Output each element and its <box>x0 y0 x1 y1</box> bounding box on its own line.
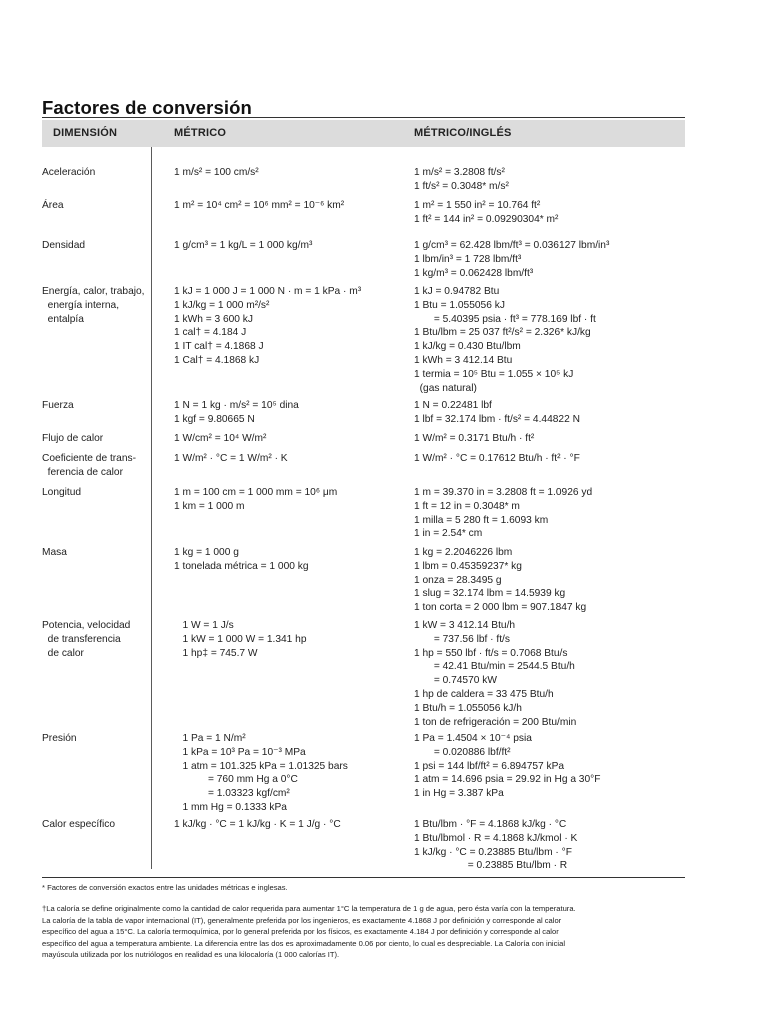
english-cell-line: = 5.40395 psia · ft³ = 778.169 lbf · ft <box>414 313 596 325</box>
english-cell-line: 1 lbm = 0.45359237* kg <box>414 560 522 572</box>
dimension-cell-line: Área <box>42 200 64 211</box>
footnote-line: †La caloría se define originalmente como la cantidad de calor requerida para aumentar 1°C la temperatura de 1 g de agua, pero ésta varía con la temperatura. <box>42 904 576 913</box>
english-cell-line: = 0.23885 Btu/lbm · R <box>414 860 568 872</box>
english-cell-line: 1 Btu/lbm · °F = 4.1868 kJ/kg · °C <box>414 819 567 830</box>
english-cell-line: 1 kW = 3 412.14 Btu/h <box>414 620 516 631</box>
english-cell <box>414 399 694 427</box>
dimension-cell <box>42 818 150 832</box>
metric-cell-line: 1 kJ/kg · °C = 1 kJ/kg · K = 1 J/g · °C <box>174 819 341 830</box>
dimension-cell-line: Potencia, velocidad <box>42 620 131 631</box>
english-cell-line: 1 ft² = 144 in² = 0.09290304* m² <box>414 213 559 225</box>
metric-cell <box>174 452 384 466</box>
metric-cell-line: = 760 mm Hg a 0°C <box>174 774 298 786</box>
english-cell-line: 1 onza = 28.3495 g <box>414 574 502 586</box>
table-header-band <box>42 120 685 147</box>
metric-cell-line: 1 tonelada métrica = 1 000 kg <box>174 560 309 572</box>
dimension-cell <box>42 732 150 746</box>
english-cell-line: 1 kg/m³ = 0.062428 lbm/ft³ <box>414 267 534 279</box>
english-cell <box>414 732 694 801</box>
footnote-line: específico del agua a 15°C. La caloría termoquímica, por lo general preferida por los físicos, es exactamente 4.184 J por definición y corresponde al calor <box>42 927 559 937</box>
english-cell <box>414 199 694 227</box>
metric-cell <box>174 285 384 368</box>
english-cell-line: 1 kJ = 0.94782 Btu <box>414 286 500 297</box>
dimension-cell <box>42 546 150 560</box>
english-cell-line: 1 m/s² = 3.2808 ft/s² <box>414 167 505 178</box>
dimension-cell <box>42 432 150 446</box>
metric-cell-line: 1 Pa = 1 N/m² <box>174 733 246 744</box>
english-cell <box>414 452 694 466</box>
english-cell-line: 1 in = 2.54* cm <box>414 528 483 540</box>
metric-cell-line: 1 Cal† = 4.1868 kJ <box>174 354 260 366</box>
english-cell-line: 1 Btu/h = 1.055056 kJ/h <box>414 702 522 714</box>
metric-cell <box>174 486 384 514</box>
footnote-rule <box>42 877 685 878</box>
metric-cell-line: 1 kJ = 1 000 J = 1 000 N · m = 1 kPa · m³ <box>174 286 362 297</box>
english-cell-line: 1 kJ/kg · °C = 0.23885 Btu/lbm · °F <box>414 846 572 858</box>
english-cell-line: 1 hp de caldera = 33 475 Btu/h <box>414 688 554 700</box>
english-cell-line: 1 lbm/in³ = 1 728 lbm/ft³ <box>414 253 522 265</box>
metric-cell <box>174 432 384 446</box>
english-cell-line: 1 ton corta = 2 000 lbm = 907.1847 kg <box>414 602 587 614</box>
english-cell <box>414 546 694 615</box>
dimension-cell-line: Fuerza <box>42 400 74 411</box>
metric-cell-line: 1 W/m² · °C = 1 W/m² · K <box>174 453 288 464</box>
page-title: Factores de conversión <box>42 97 252 118</box>
metric-cell <box>174 546 384 574</box>
dimension-cell <box>42 619 150 660</box>
metric-cell-line: 1 kPa = 10³ Pa = 10⁻³ MPa <box>174 746 306 758</box>
dimension-cell-line: de transferencia <box>42 633 121 645</box>
metric-cell-line: 1 kgf = 9.80665 N <box>174 413 255 425</box>
english-cell-line: 1 psi = 144 lbf/ft² = 6.894757 kPa <box>414 760 565 772</box>
dimension-cell <box>42 166 150 180</box>
english-cell <box>414 619 694 729</box>
metric-cell-line: 1 W = 1 J/s <box>174 620 234 631</box>
english-cell-line: = 0.74570 kW <box>414 675 497 687</box>
english-cell-line: 1 lbf = 32.174 lbm · ft/s² = 4.44822 N <box>414 413 580 425</box>
dimension-cell <box>42 452 150 480</box>
english-cell-line: 1 atm = 14.696 psia = 29.92 in Hg a 30°F <box>414 774 601 786</box>
dimension-cell-line: Aceleración <box>42 167 96 178</box>
metric-cell <box>174 166 384 180</box>
metric-cell <box>174 732 384 815</box>
english-cell-line: 1 W/m² · °C = 0.17612 Btu/h · ft² · °F <box>414 453 580 464</box>
metric-cell-line: 1 kJ/kg = 1 000 m²/s² <box>174 299 270 311</box>
english-cell-line: 1 milla = 5 280 ft = 1.6093 km <box>414 514 549 526</box>
english-cell-line: 1 kJ/kg = 0.430 Btu/lbm <box>414 341 521 353</box>
english-cell-line: = 0.020886 lbf/ft² <box>414 746 511 758</box>
english-cell-line: 1 kWh = 3 412.14 Btu <box>414 354 513 366</box>
metric-cell-line: 1 cal† = 4.184 J <box>174 327 247 339</box>
header-metric-english: MÉTRICO/INGLÉS <box>414 127 512 139</box>
english-cell-line: 1 termia = 10⁵ Btu = 1.055 × 10⁵ kJ <box>414 368 574 380</box>
dimension-cell-line: energía interna, <box>42 299 120 311</box>
title-rule <box>42 117 685 118</box>
dimension-cell-line: ferencia de calor <box>42 466 123 478</box>
metric-cell-line: 1 atm = 101.325 kPa = 1.01325 bars <box>174 760 348 772</box>
english-cell-line: 1 m² = 1 550 in² = 10.764 ft² <box>414 200 541 211</box>
english-cell-line: 1 ft/s² = 0.3048* m/s² <box>414 180 509 192</box>
english-cell-line: 1 in Hg = 3.387 kPa <box>414 788 504 800</box>
dimension-cell-line: entalpía <box>42 313 84 325</box>
dimension-cell-line: Presión <box>42 733 77 744</box>
metric-cell-line: 1 m/s² = 100 cm/s² <box>174 167 259 178</box>
metric-cell-line: 1 kWh = 3 600 kJ <box>174 313 253 325</box>
metric-cell-line: 1 km = 1 000 m <box>174 500 245 512</box>
metric-cell <box>174 199 384 213</box>
column-divider <box>151 147 152 869</box>
header-dimension: DIMENSIÓN <box>53 127 118 139</box>
english-cell-line: 1 ton de refrigeración = 200 Btu/min <box>414 716 577 728</box>
english-cell <box>414 432 694 446</box>
dimension-cell <box>42 199 150 213</box>
metric-cell-line: 1 N = 1 kg · m/s² = 10⁵ dina <box>174 400 299 411</box>
english-cell-line: 1 Btu = 1.055056 kJ <box>414 299 505 311</box>
english-cell-line: 1 N = 0.22481 lbf <box>414 400 492 411</box>
metric-cell-line: 1 IT cal† = 4.1868 J <box>174 341 264 353</box>
english-cell-line: = 737.56 lbf · ft/s <box>414 633 510 645</box>
metric-cell-line: 1 kW = 1 000 W = 1.341 hp <box>174 633 307 645</box>
dimension-cell-line: Energía, calor, trabajo, <box>42 286 145 297</box>
english-cell-line: 1 W/m² = 0.3171 Btu/h · ft² <box>414 433 535 444</box>
dimension-cell-line: Masa <box>42 547 67 558</box>
dimension-cell <box>42 486 150 500</box>
dimension-cell-line: Longitud <box>42 487 82 498</box>
dimension-cell <box>42 239 150 253</box>
footnote-exact <box>42 882 682 894</box>
footnote-line: específico del agua a temperatura ambiente. La diferencia entre las dos es aproximadamente 0.06 por ciento, lo cual es despreciable. La Caloría con inicial <box>42 938 566 948</box>
english-cell-line: 1 Pa = 1.4504 × 10⁻⁴ psia <box>414 733 532 744</box>
english-cell-line: 1 g/cm³ = 62.428 lbm/ft³ = 0.036127 lbm/in³ <box>414 240 610 251</box>
english-cell <box>414 486 694 541</box>
english-cell-line: (gas natural) <box>414 382 477 394</box>
english-cell-line: 1 kg = 2.2046226 lbm <box>414 547 513 558</box>
english-cell-line: 1 Btu/lbm = 25 037 ft²/s² = 2.326* kJ/kg <box>414 327 591 339</box>
metric-cell <box>174 239 384 253</box>
metric-cell-line: 1 m = 100 cm = 1 000 mm = 10⁶ μm <box>174 487 338 498</box>
metric-cell-line: 1 W/cm² = 10⁴ W/m² <box>174 433 267 444</box>
english-cell-line: 1 m = 39.370 in = 3.2808 ft = 1.0926 yd <box>414 487 593 498</box>
metric-cell-line: 1 hp‡ = 745.7 W <box>174 647 258 659</box>
dimension-cell-line: Calor específico <box>42 819 116 830</box>
dimension-cell-line: Coeficiente de trans- <box>42 453 137 464</box>
english-cell <box>414 166 694 194</box>
metric-cell-line: = 1.03323 kgf/cm² <box>174 788 290 800</box>
english-cell-line: 1 hp = 550 lbf · ft/s = 0.7068 Btu/s <box>414 647 568 659</box>
footnote-line: * Factores de conversión exactos entre las unidades métricas e inglesas. <box>42 883 288 892</box>
metric-cell <box>174 818 384 832</box>
english-cell <box>414 239 694 280</box>
dimension-cell-line: Densidad <box>42 240 86 251</box>
metric-cell <box>174 619 384 660</box>
metric-cell-line: 1 kg = 1 000 g <box>174 547 239 558</box>
footnote-calorie <box>42 903 682 961</box>
metric-cell-line: 1 m² = 10⁴ cm² = 10⁶ mm² = 10⁻⁶ km² <box>174 200 345 211</box>
english-cell-line: = 42.41 Btu/min = 2544.5 Btu/h <box>414 661 575 673</box>
english-cell <box>414 818 694 873</box>
metric-cell-line: 1 g/cm³ = 1 kg/L = 1 000 kg/m³ <box>174 240 313 251</box>
footnote-line: mayúscula utilizada por los nutriólogos en realidad es una kilocaloría (1 000 calorías IT). <box>42 950 340 960</box>
metric-cell <box>174 399 384 427</box>
dimension-cell-line: Flujo de calor <box>42 433 104 444</box>
dimension-cell-line: de calor <box>42 647 84 659</box>
header-metric: MÉTRICO <box>174 127 227 139</box>
english-cell <box>414 285 694 395</box>
english-cell-line: 1 Btu/lbmol · R = 4.1868 kJ/kmol · K <box>414 832 578 844</box>
dimension-cell <box>42 399 150 413</box>
dimension-cell <box>42 285 150 326</box>
footnote-line: La caloría de la tabla de vapor internacional (IT), generalmente preferida por los ingenieros, es exactamente 4.1868 J por definición y corresponde al calor <box>42 915 562 925</box>
english-cell-line: 1 slug = 32.174 lbm = 14.5939 kg <box>414 588 566 600</box>
english-cell-line: 1 ft = 12 in = 0.3048* m <box>414 500 520 512</box>
metric-cell-line: 1 mm Hg = 0.1333 kPa <box>174 801 287 813</box>
